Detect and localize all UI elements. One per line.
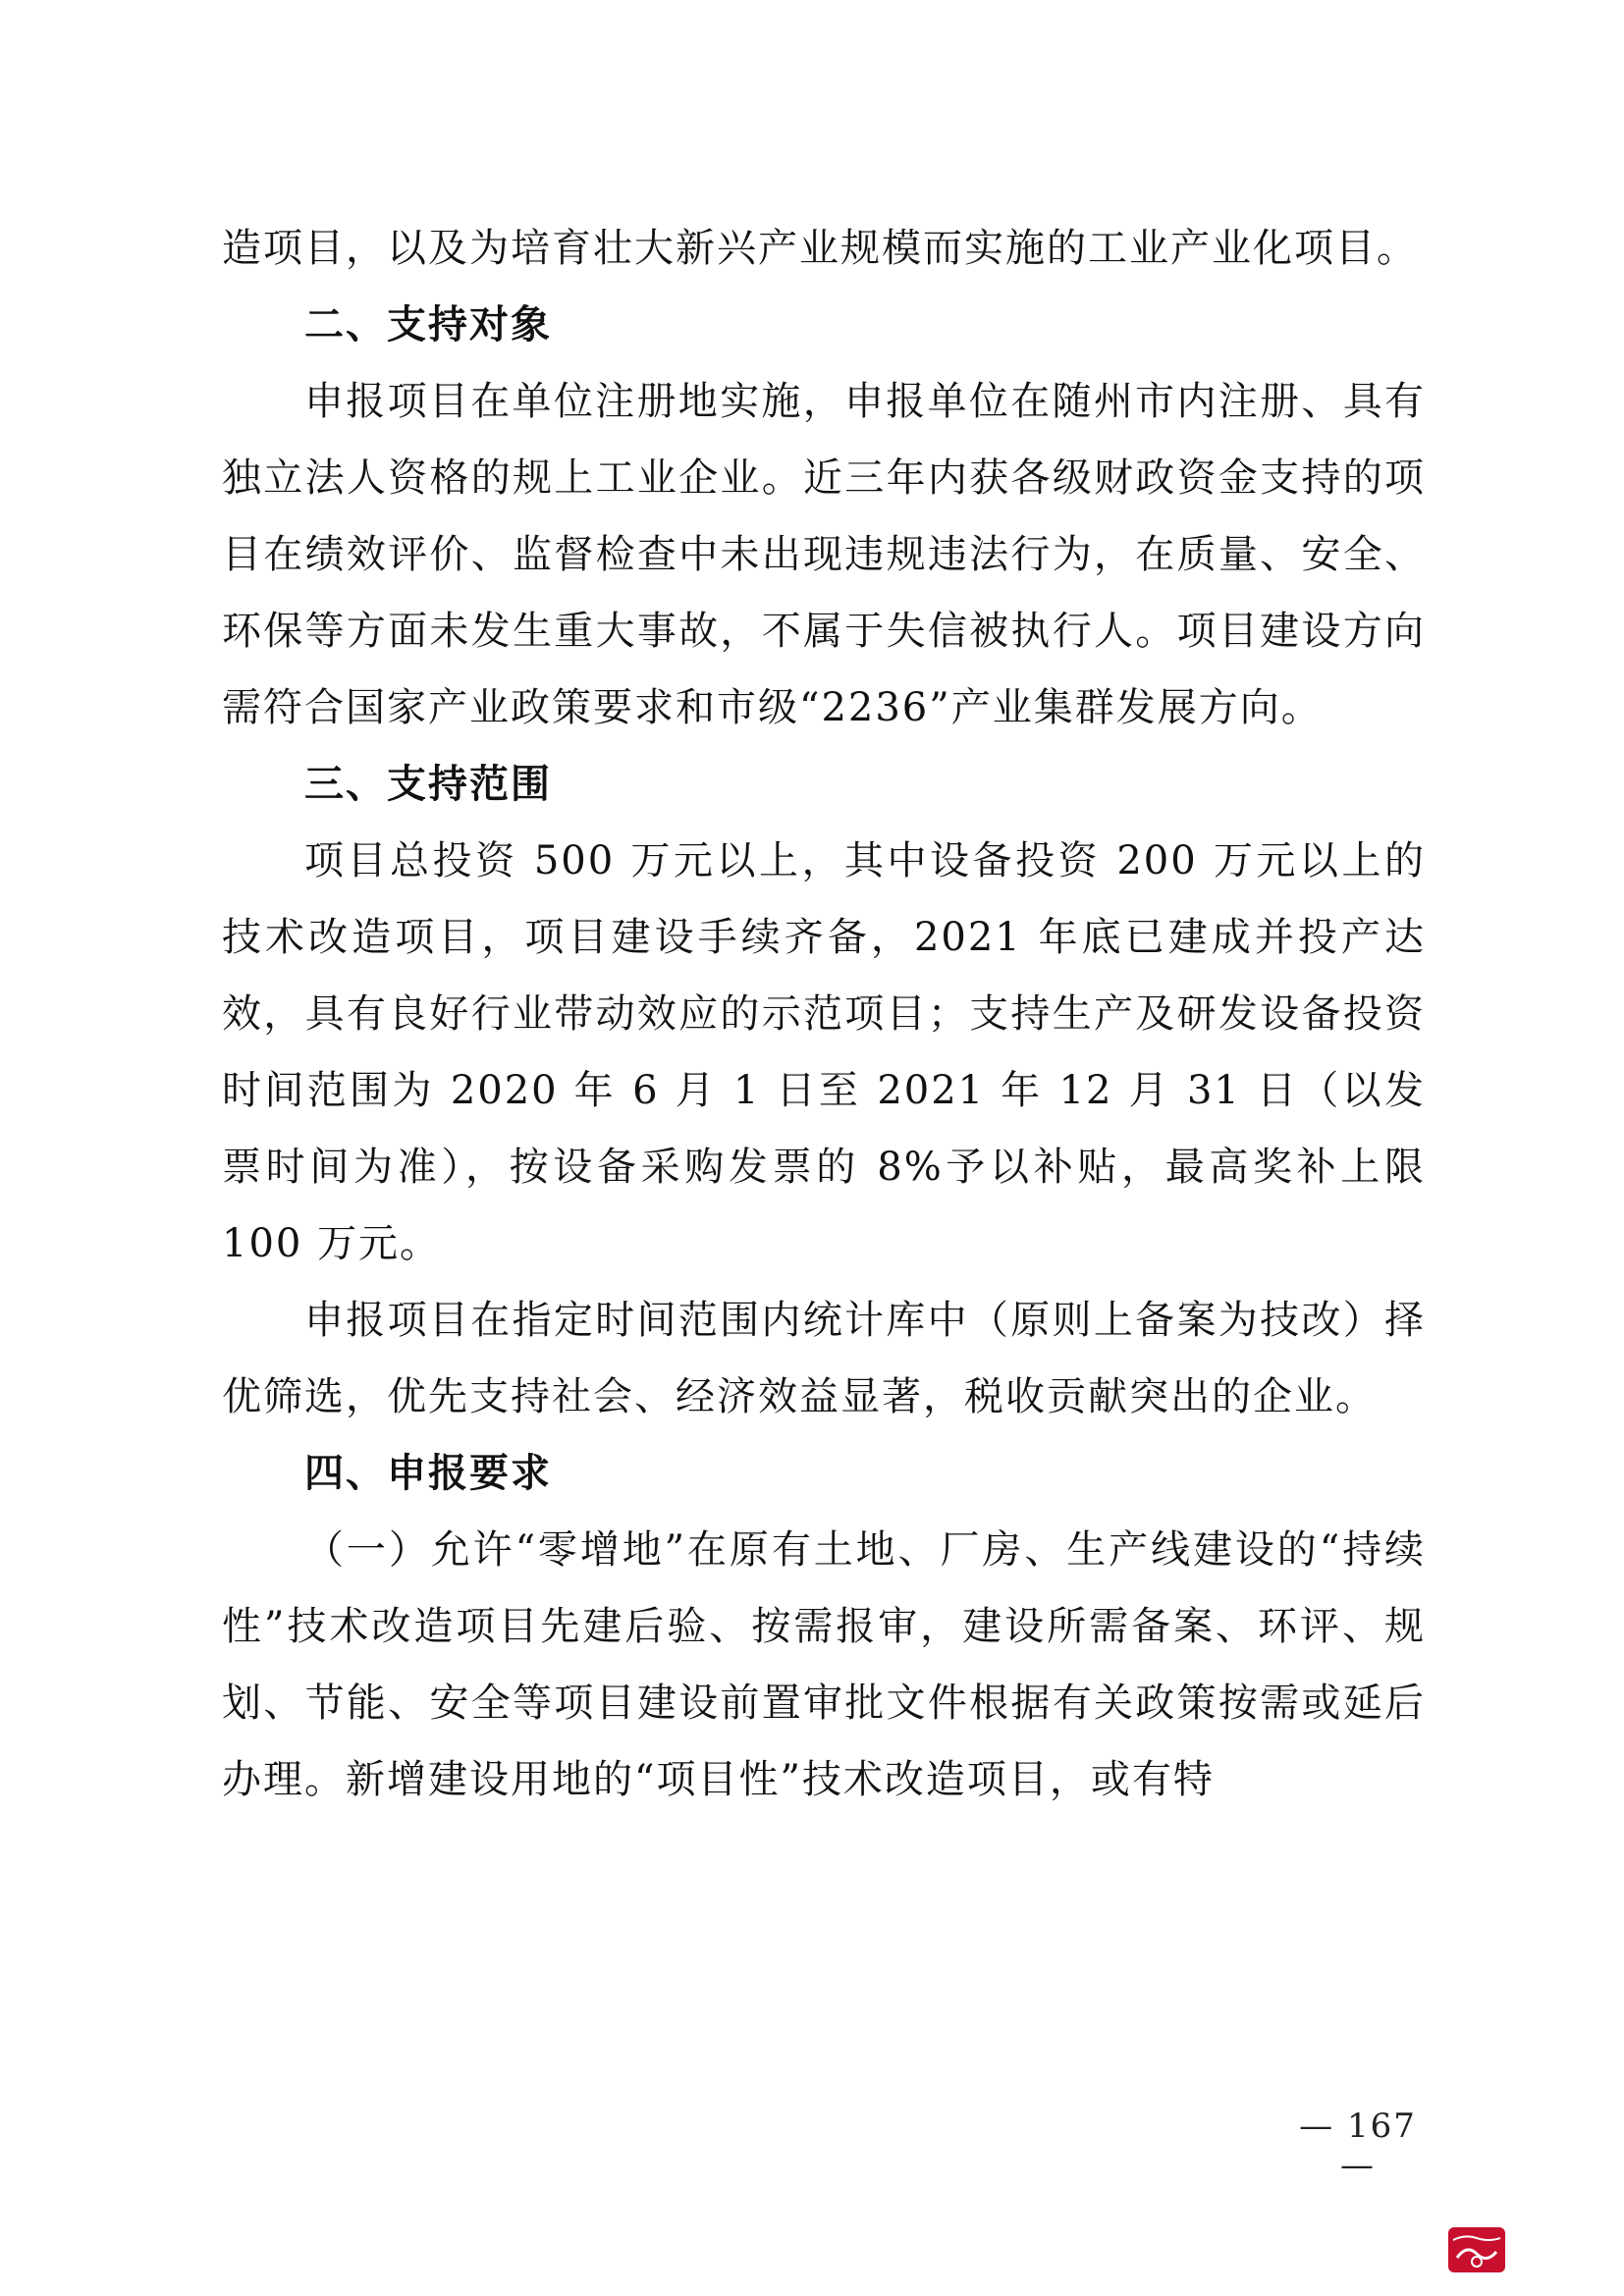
paragraph-continuation: 造项目，以及为培育壮大新兴产业规模而实施的工业产业化项目。 [222,226,1418,271]
section-heading-requirements: 四、申报要求 [304,1451,552,1496]
page-number: — 167 — [1299,2107,1417,2185]
paragraph-requirement-1: （一）允许“零增地”在原有土地、厂房、生产线建设的“持续性”技术改造项目先建后验、按需报审，建设所需备案、环评、规划、节能、安全等项目建设前置审批文件根据有关政策按需或延后办理。新增建设用地的“项目性”技术改造项目，或有特 [222,1527,1426,1802]
paragraph-support-targets: 申报项目在单位注册地实施，申报单位在随州市内注册、具有独立法人资格的规上工业企业。近三年内获各级财政资金支持的项目在绩效评价、监督检查中未出现违规违法行为，在质量、安全、环保等方面未发生重大事故，不属于失信被执行人。项目建设方向需符合国家产业政策要求和市级“2236”产业集群发展方向。 [222,379,1426,730]
paragraph-support-scope: 项目总投资 500 万元以上，其中设备投资 200 万元以上的技术改造项目，项目建设手续齐备，2021 年底已建成并投产达效，具有良好行业带动效应的示范项目；支持生产及研发设备投资时间范围为 2020 年 6 月 1 日至 2021 年 12 月 31 日（以发票时间为准），按设备采购发票的 8%予以补贴，最高奖补上限 100 万元。 [222,838,1426,1266]
section-heading-support-scope: 三、支持范围 [304,762,552,807]
publisher-seal-icon [1447,2226,1506,2273]
document-body [222,210,1426,1818]
section-heading-support-targets: 二、支持对象 [304,302,552,347]
paragraph-selection: 申报项目在指定时间范围内统计库中（原则上备案为技改）择优筛选，优先支持社会、经济效益显著，税收贡献突出的企业。 [222,1298,1426,1419]
